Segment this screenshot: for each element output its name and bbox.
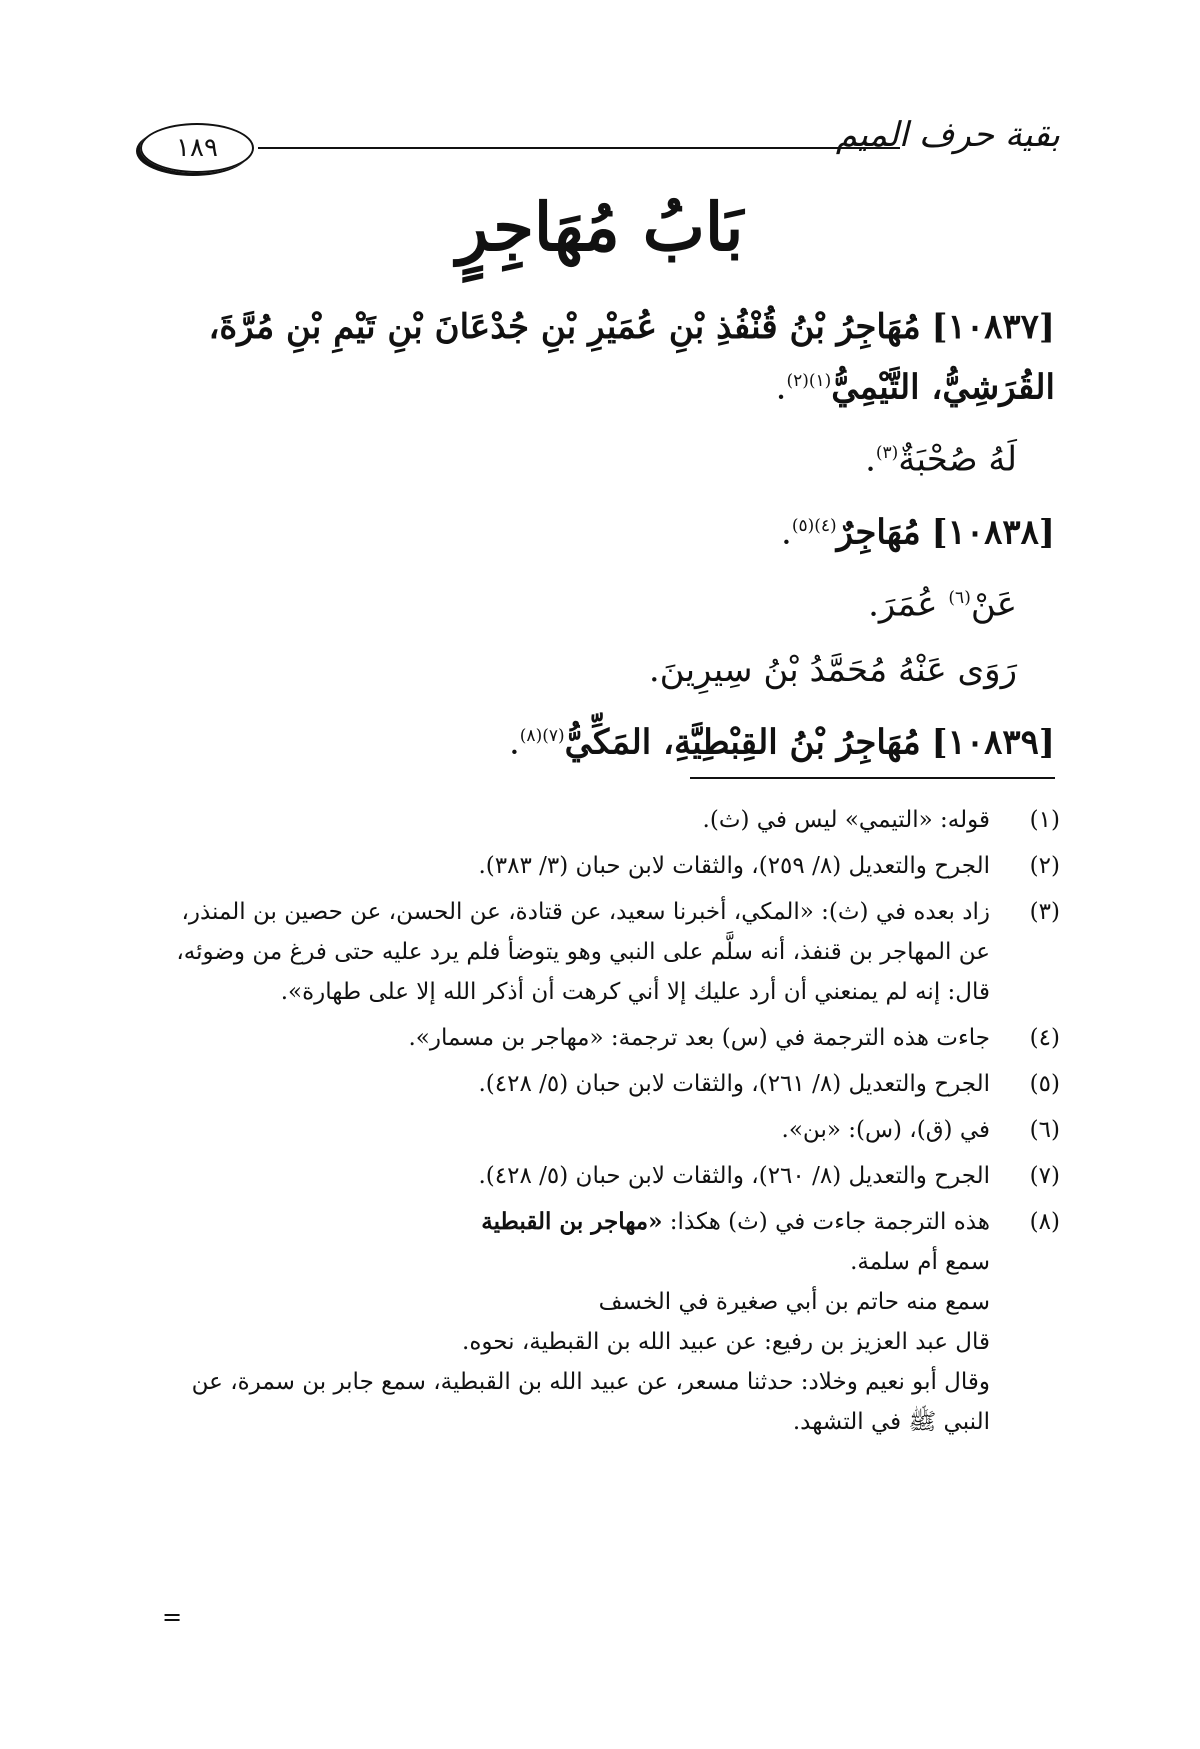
entry-detail-end: . xyxy=(865,439,876,480)
entry-name: مُهَاجِرُ بْنُ القِبْطِيَّةِ، المَكِّيُّ xyxy=(564,722,921,763)
running-header xyxy=(140,115,1060,175)
footnote xyxy=(150,800,1060,840)
footnote-marks: (٧)(٨) xyxy=(519,726,565,747)
footnote-separator xyxy=(690,777,1055,779)
footnote-number: (٨) xyxy=(1029,1209,1060,1235)
footnote-lead-bold: «مهاجر بن القبطية xyxy=(481,1208,663,1235)
footnote-text: سمع منه حاتم بن أبي صغيرة في الخسف xyxy=(598,1289,990,1315)
entry-detail-end: عُمَرَ. xyxy=(868,584,949,625)
continuation-mark: = xyxy=(162,1603,183,1631)
footnote-marks: (٤)(٥) xyxy=(791,515,837,536)
main-text xyxy=(145,300,1055,782)
footnote xyxy=(150,1018,1060,1058)
footnote-number: (٥) xyxy=(1029,1071,1060,1097)
footnote-number: (٤) xyxy=(1029,1025,1060,1051)
footnote-lead-text: هذه الترجمة جاءت في (ث) هكذا: xyxy=(662,1209,990,1235)
footnote-number: (٧) xyxy=(1029,1163,1060,1189)
footnote-marks: (١)(٢) xyxy=(786,371,832,391)
footnote-text: وقال أبو نعيم وخلاد: حدثنا مسعر، عن عبيد الله بن القبطية، سمع جابر بن سمرة، عن النبي ﷺ في التشهد. xyxy=(191,1369,990,1435)
entry-end: . xyxy=(508,722,520,763)
entry-end: . xyxy=(781,511,792,552)
footnote-text: الجرح والتعديل (٨/ ٢٦٠)، والثقات لابن حبان (٥/ ٤٢٨). xyxy=(478,1163,990,1189)
entry-name: مُهَاجِرُ بْنُ قُنْفُذِ بْنِ عُمَيْرِ بْنِ جُدْعَانَ بْنِ تَيْمِ بْنِ مُرَّةَ، القُرَشِيُّ، التَّيْمِيُّ xyxy=(208,307,1055,408)
footnote xyxy=(150,892,1060,1012)
entry-number: [١٠٨٣٩] xyxy=(931,722,1055,763)
footnote-number: (٣) xyxy=(1029,899,1060,925)
footnote-number: (٦) xyxy=(1029,1117,1060,1143)
footnote-text: الجرح والتعديل (٨/ ٢٦١)، والثقات لابن حبان (٥/ ٤٢٨). xyxy=(478,1071,990,1097)
entry-number: [١٠٨٣٨] xyxy=(931,511,1055,552)
footnote-text: جاءت هذه الترجمة في (س) بعد ترجمة: «مهاجر بن مسمار». xyxy=(408,1025,990,1051)
header-rule xyxy=(258,147,900,149)
footnote-text: في (ق)، (س): «بن». xyxy=(781,1117,990,1143)
footnote xyxy=(150,846,1060,886)
footnote-mark: (٣) xyxy=(875,443,899,464)
footnote-number: (١) xyxy=(1029,807,1060,833)
entry-detail xyxy=(145,571,1017,631)
entry xyxy=(145,499,1055,559)
footnote-text: الجرح والتعديل (٨/ ٢٥٩)، والثقات لابن حبان (٣/ ٣٨٣). xyxy=(478,853,990,879)
footnote-text: قال عبد العزيز بن رفيع: عن عبيد الله بن القبطية، نحوه. xyxy=(462,1329,990,1355)
entry-name: مُهَاجِرٌ xyxy=(836,511,921,552)
entry-detail xyxy=(145,643,1017,697)
footnote xyxy=(150,1156,1060,1196)
entry-detail-text: رَوَى عَنْهُ مُحَمَّدُ بْنُ سِيرِينَ. xyxy=(648,650,1017,691)
entry-end: . xyxy=(775,367,787,408)
footnote-text: سمع أم سلمة. xyxy=(850,1249,990,1275)
entry-detail-text: لَهُ صُحْبَةٌ xyxy=(898,439,1017,480)
footnote-text: قوله: «التيمي» ليس في (ث). xyxy=(702,807,990,833)
footnotes xyxy=(150,800,1060,1448)
page-number-badge: ١٨٩ xyxy=(140,123,254,173)
entry-number: [١٠٨٣٧] xyxy=(931,307,1055,347)
footnote xyxy=(150,1202,1060,1442)
footnote-text: زاد بعده في (ث): «المكي، أخبرنا سعيد، عن قتادة، عن الحسن، عن حصين بن المنذر، عن المهاجر بن قنفذ، أنه سلَّم على النبي وهو يتوضأ فلم يرد عليه حتى فرغ من وضوئه، قال: إنه لم يمنعني أن أرد عليك إلا أني كرهت أن أذكر الله إلا على طهارة». xyxy=(176,899,990,1005)
footnote xyxy=(150,1110,1060,1150)
entry-detail-text: عَنْ xyxy=(970,584,1017,625)
footnote-mark: (٦) xyxy=(948,587,971,608)
entry-detail xyxy=(145,426,1017,486)
footnote-lead xyxy=(150,1202,990,1242)
chapter-heading: بَابُ مُهَاجِرٍ xyxy=(456,188,744,266)
footnote xyxy=(150,1064,1060,1104)
entry xyxy=(145,300,1055,414)
entry xyxy=(145,709,1055,769)
footnote-number: (٢) xyxy=(1029,853,1060,879)
running-title: بقية حرف الميم xyxy=(835,115,1060,155)
